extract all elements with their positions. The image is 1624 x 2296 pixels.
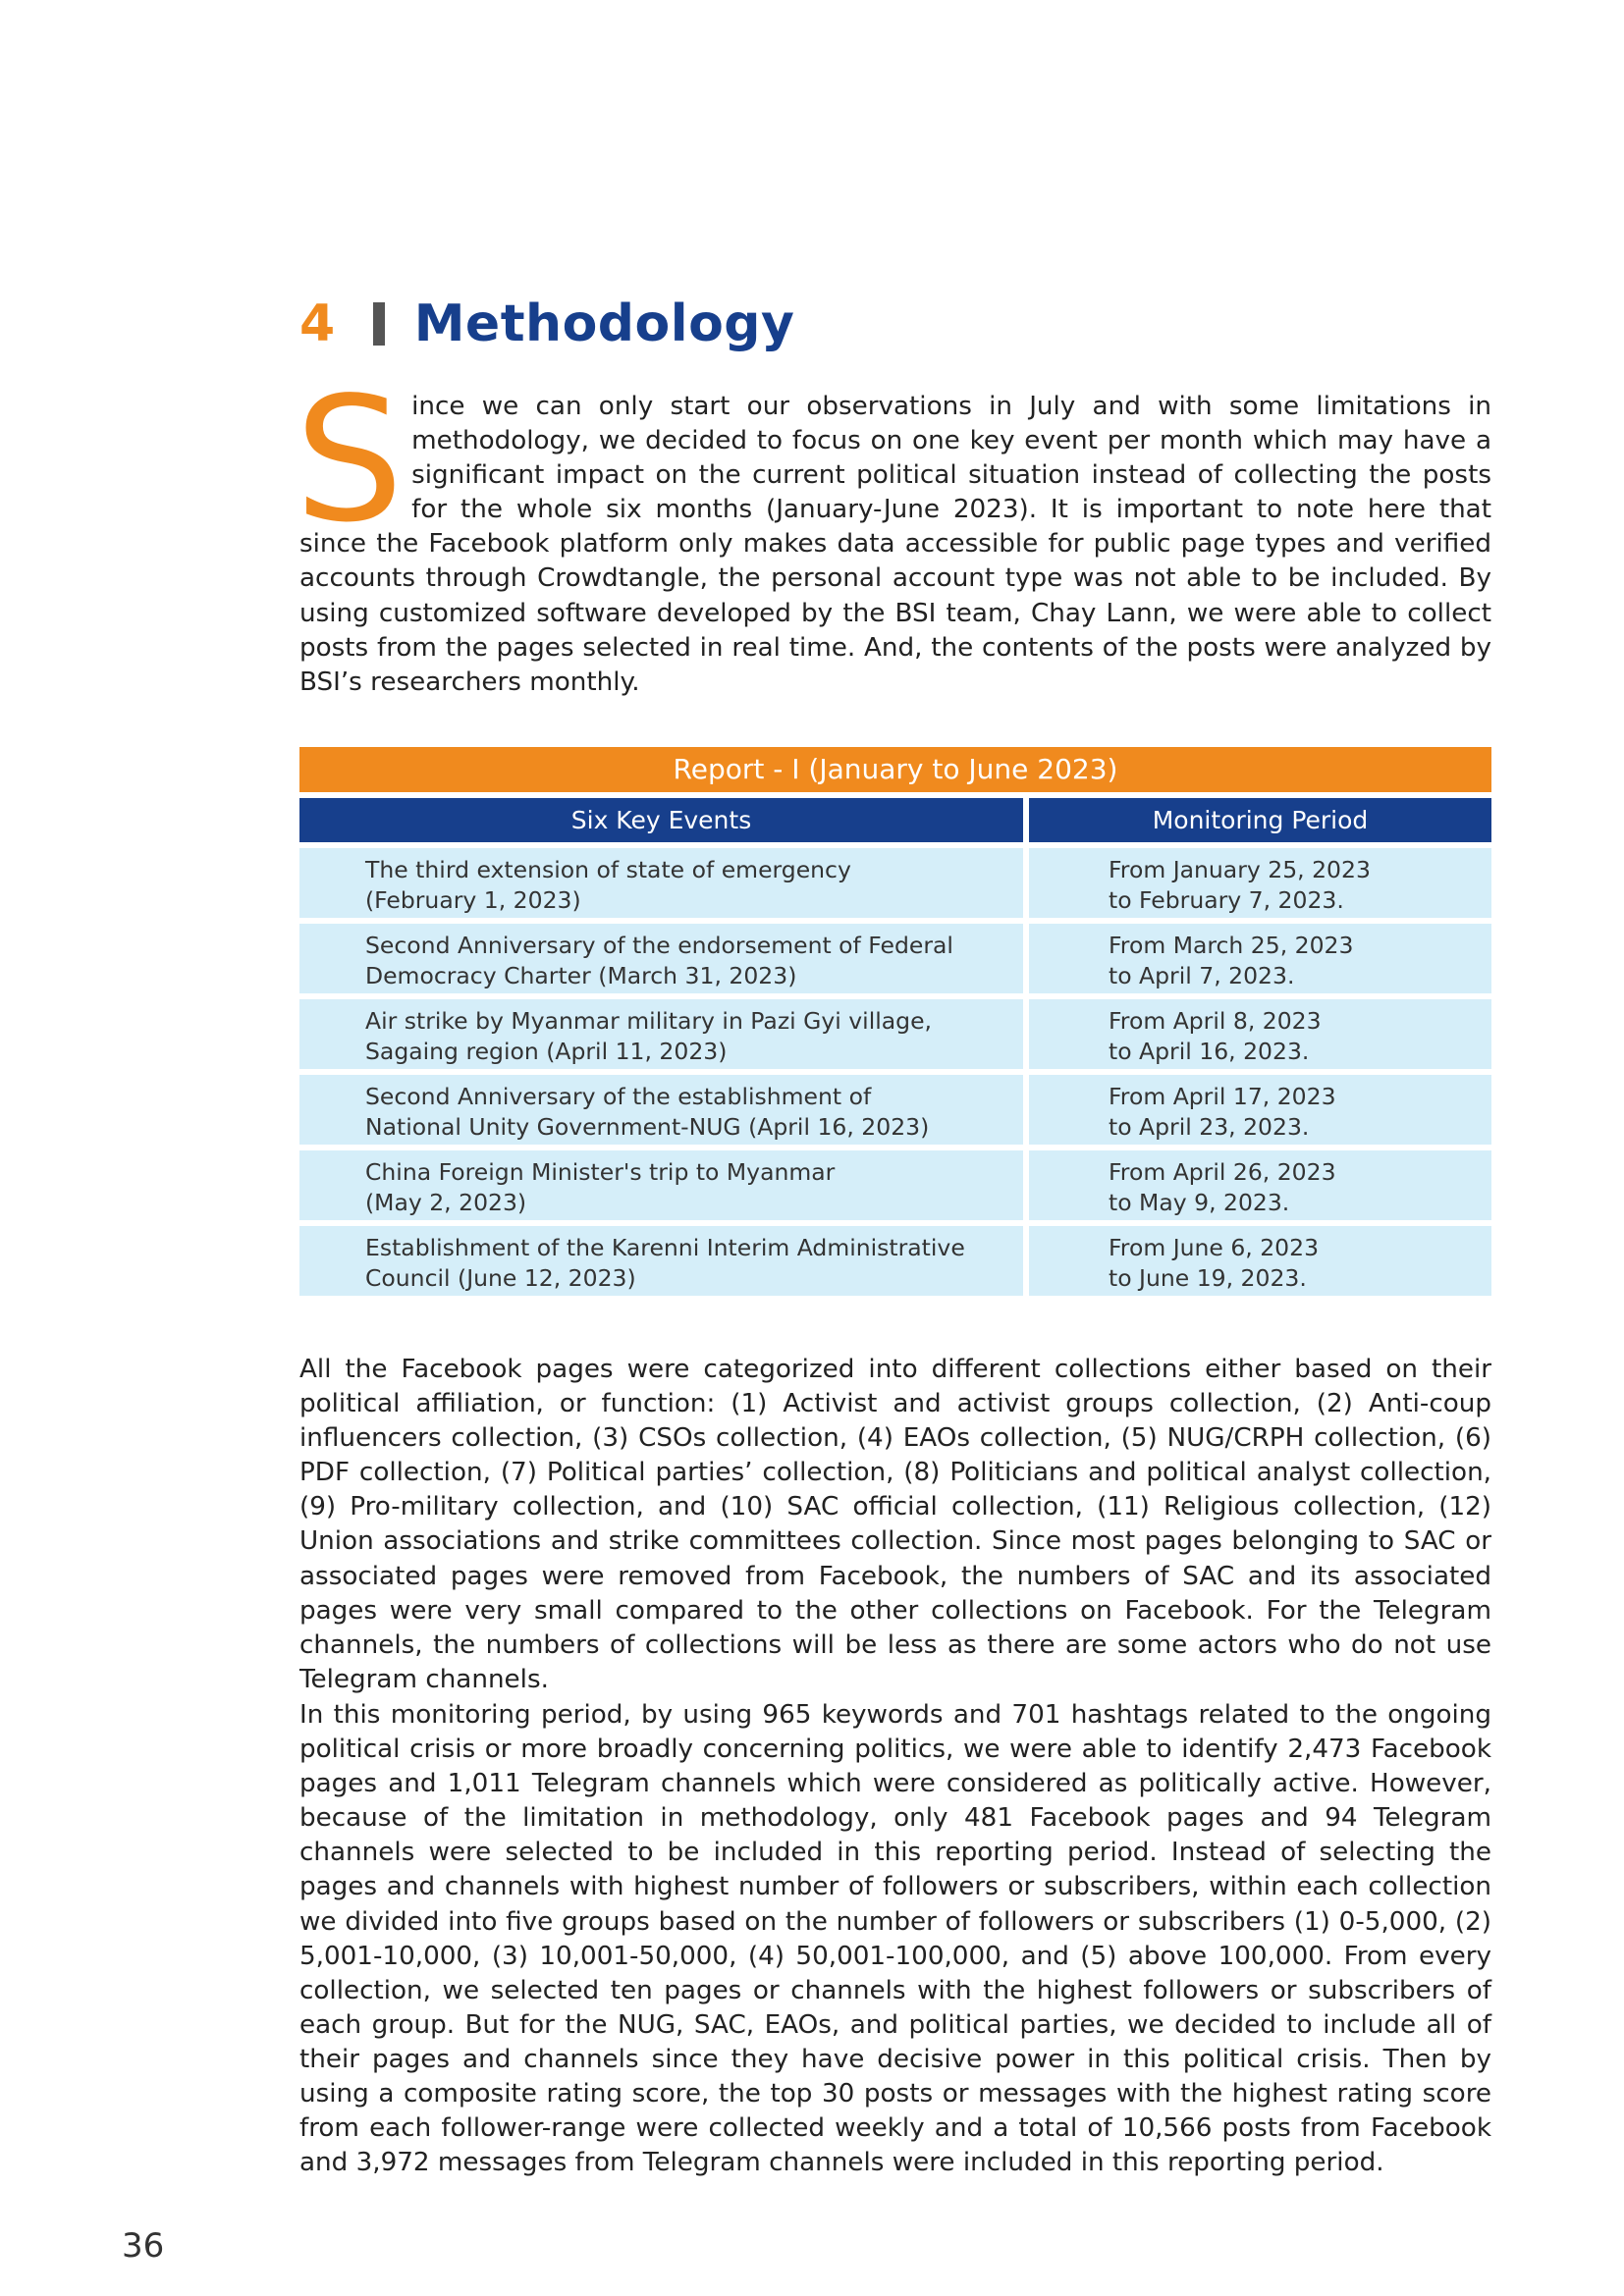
period-start: From April 17, 2023 [1109, 1083, 1336, 1110]
event-date: Democracy Charter (March 31, 2023) [365, 961, 797, 989]
event-cell [299, 924, 1023, 993]
collections-paragraph: All the Facebook pages were categorized into different collections either based on their political affiliation, or function: (1) Activist and activist groups collection, (2) Anti-coup influencers collection, (3) CSOs collection, (4) EAOs collection, (5) NUG/CRPH collection, (6) PDF collection, (7) Political parties’ collection, (8) Politicians and political analyst collection, (9) Pro-military collection, and (10) SAC official collection, (11) Religious collection, (12) Union associations and strike committees collection. Since most pages belonging to SAC or associated pages were removed from Facebook, the numbers of SAC and its associated pages were very small compared to the other collections on Facebook. For the Telegram channels, the numbers of collections will be less as there are some actors who do not use Telegram channels. [299, 1355, 1491, 1694]
period-end: to February 7, 2023. [1109, 885, 1344, 914]
period-start: From January 25, 2023 [1109, 856, 1371, 883]
table-row [299, 1075, 1491, 1145]
intro-paragraph: ince we can only start our observations in July and with some limitations in methodology, we decided to focus on one key event per month which may have a significant impact on the current political situation instead of collecting the posts for the whole six months (January-June 2023). It is important to note here that since the Facebook platform only makes data accessible for public page types and verified accounts through Crowdtangle, the personal account type was not able to be included. By using customized software developed by the BSI team, Chay Lann, we were able to collect posts from the pages selected in real time. And, the contents of the posts were analyzed by BSI’s researchers monthly. [299, 392, 1491, 697]
event-date: Council (June 12, 2023) [365, 1263, 636, 1292]
event-date: (May 2, 2023) [365, 1188, 527, 1216]
event-cell [299, 999, 1023, 1069]
event-cell [299, 848, 1023, 918]
event-text: China Foreign Minister's trip to Myanmar [365, 1158, 836, 1186]
table-row [299, 1226, 1491, 1296]
collections-paragraph-block [299, 1353, 1491, 1697]
period-cell [1029, 999, 1491, 1069]
period-cell [1029, 924, 1491, 993]
event-date: Sagaing region (April 11, 2023) [365, 1037, 728, 1065]
period-end: to June 19, 2023. [1109, 1263, 1307, 1292]
period-end: to April 16, 2023. [1109, 1037, 1310, 1065]
event-text: Establishment of the Karenni Interim Administrative [365, 1234, 965, 1261]
event-cell [299, 1150, 1023, 1220]
period-start: From April 26, 2023 [1109, 1158, 1336, 1186]
drop-cap: S [295, 361, 405, 561]
event-cell [299, 1075, 1023, 1145]
table-row [299, 848, 1491, 918]
event-text: The third extension of state of emergency [365, 856, 851, 883]
event-text: Air strike by Myanmar military in Pazi Gyi village, [365, 1007, 933, 1035]
period-start: From March 25, 2023 [1109, 932, 1354, 959]
section-heading [299, 285, 794, 363]
period-cell [1029, 1150, 1491, 1220]
period-end: to April 23, 2023. [1109, 1112, 1310, 1141]
column-header-events: Six Key Events [299, 798, 1023, 842]
monitoring-paragraph: In this monitoring period, by using 965 keywords and 701 hashtags related to the ongoing political crisis or more broadly concerning politics, we were able to identify 2,473 Facebook pages and 1,011 Telegram channels which were considered as politically active. However, because of the limitation in methodology, only 481 Facebook pages and 94 Telegram channels were selected to be included in this reporting period. Instead of selecting the pages and channels with highest number of followers or subscribers, within each collection we divided into five groups based on the number of followers or subscribers (1) 0-5,000, (2) 5,001-10,000, (3) 10,001-50,000, (4) 50,001-100,000, and (5) above 100,000. From every collection, we selected ten pages or channels with the highest followers or subscribers of each group. But for the NUG, SAC, EAOs, and political parties, we decided to include all of their pages and channels since they have decisive power in this political crisis. Then by using a composite rating score, the top 30 posts or messages with the highest rating score from each follower-range were collected weekly and a total of 10,566 posts from Facebook and 3,972 messages from Telegram channels were included in this reporting period. [299, 1700, 1491, 2178]
monitoring-paragraph-block [299, 1698, 1491, 2180]
period-end: to May 9, 2023. [1109, 1188, 1290, 1216]
table-header-row [299, 798, 1491, 842]
table-row [299, 1150, 1491, 1220]
event-cell [299, 1226, 1023, 1296]
period-cell [1029, 1226, 1491, 1296]
event-date: National Unity Government-NUG (April 16, 2023) [365, 1112, 930, 1141]
period-end: to April 7, 2023. [1109, 961, 1295, 989]
event-text: Second Anniversary of the endorsement of Federal [365, 932, 953, 959]
report-table [299, 747, 1491, 1296]
period-cell [1029, 1075, 1491, 1145]
event-text: Second Anniversary of the establishment of [365, 1083, 872, 1110]
page-number: 36 [122, 2226, 165, 2266]
column-header-period: Monitoring Period [1029, 798, 1491, 842]
section-number: 4 [299, 294, 336, 353]
table-row [299, 999, 1491, 1069]
intro-paragraph-block [295, 361, 1491, 700]
table-row [299, 924, 1491, 993]
section-title: Methodology [413, 294, 795, 353]
period-cell [1029, 848, 1491, 918]
table-title: Report - I (January to June 2023) [299, 747, 1491, 792]
period-start: From April 8, 2023 [1109, 1007, 1322, 1035]
event-date: (February 1, 2023) [365, 885, 581, 914]
period-start: From June 6, 2023 [1109, 1234, 1320, 1261]
heading-divider [373, 302, 385, 346]
